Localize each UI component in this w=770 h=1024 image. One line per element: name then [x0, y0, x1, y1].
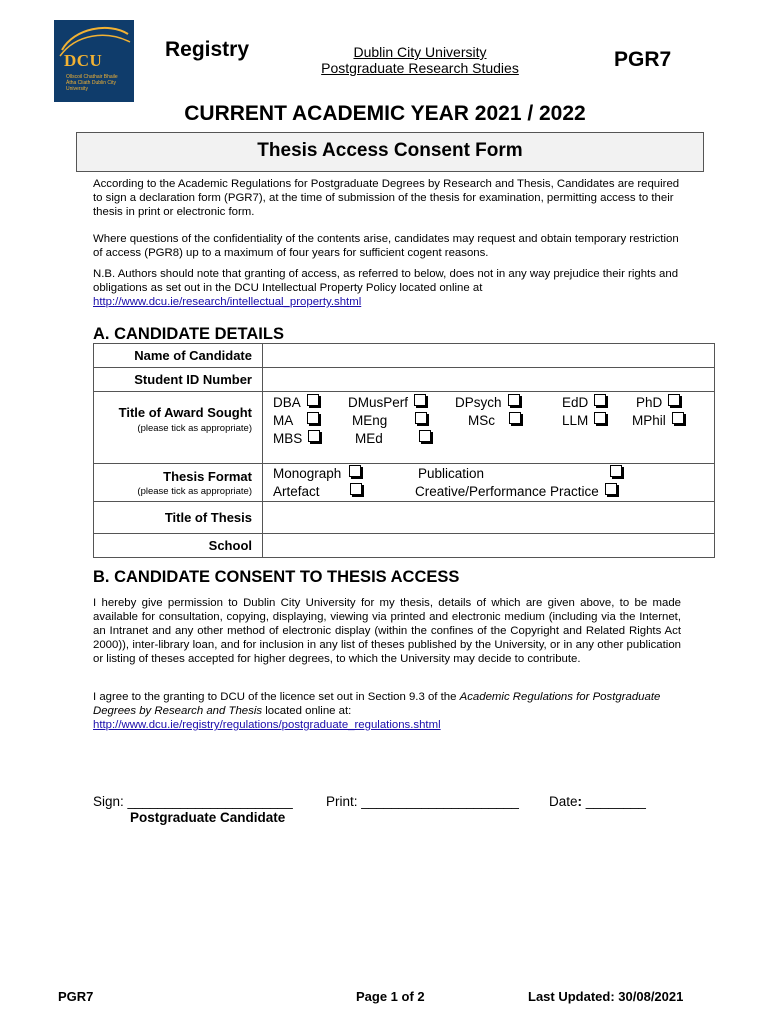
section-b-title: B. CANDIDATE CONSENT TO THESIS ACCESS — [93, 568, 460, 586]
logo-subtitle: Ollscoil Chathair Bhaile Átha Cliath Dublin City University — [66, 74, 118, 92]
thesis-title-field[interactable] — [263, 502, 715, 534]
footer-code: PGR7 — [58, 989, 94, 1004]
format-option-monograph[interactable]: Monograph — [273, 465, 361, 481]
sign-caption: Postgraduate Candidate — [130, 810, 286, 825]
licence-text-end: located online at: — [262, 705, 352, 717]
award-option-med[interactable]: MEd — [355, 430, 431, 446]
name-field[interactable] — [263, 344, 715, 368]
date-field[interactable] — [549, 794, 646, 809]
consent-paragraph: I hereby give permission to Dublin City University for my thesis, details of which are given above, to be made available for consultation, copying, displaying, viewing via printed and electronic medium (including via the Internet, an Intranet and any other method of electronic display (within the confines of the Copyright and Related Rights Act 2000)), inter-library loan, and for inclusion in any list of theses published by the University, or in any other publication or listing of theses accepted for higher degrees, to which the University may decide to contribute. — [93, 597, 681, 665]
checkbox-icon — [349, 465, 361, 477]
checkbox-icon — [508, 394, 520, 406]
checkbox-icon — [668, 394, 680, 406]
checkbox-icon — [672, 412, 684, 424]
intro-paragraph-2: Where questions of the confidentiality of the contents arise, candidates may request and obtain temporary restriction of access (PGR8) up to a maximum of four years for sufficient cogent reasons. — [93, 233, 679, 259]
format-option-publication[interactable]: Publication — [418, 465, 622, 481]
format-option-artefact[interactable]: Artefact — [273, 483, 362, 499]
date-colon: : — [577, 794, 583, 809]
award-label-cell — [94, 392, 263, 464]
ip-policy-link[interactable]: http://www.dcu.ie/research/intellectual_property.shtml — [93, 296, 362, 308]
checkbox-icon — [509, 412, 521, 424]
checkbox-icon — [350, 483, 362, 495]
checkbox-icon — [307, 412, 319, 424]
checkbox-icon — [414, 394, 426, 406]
format-options — [263, 464, 715, 502]
award-label: Title of Award Sought — [118, 405, 252, 420]
checkbox-icon — [610, 465, 622, 477]
checkbox-icon — [307, 394, 319, 406]
school-field[interactable] — [263, 534, 715, 558]
page-number: Page 1 of 2 — [356, 989, 425, 1004]
section-a-title: A. CANDIDATE DETAILS — [93, 325, 284, 343]
student-id-label: Student ID Number — [94, 368, 263, 392]
date-label: Date — [549, 794, 578, 809]
award-option-mbs[interactable]: MBS — [273, 430, 320, 446]
form-title: Thesis Access Consent Form — [76, 132, 704, 172]
print-field[interactable]: Print: _____________________ — [326, 794, 519, 809]
student-id-field[interactable] — [263, 368, 715, 392]
award-option-edd[interactable]: EdD — [562, 394, 606, 410]
school-label: School — [94, 534, 263, 558]
nb-text: N.B. Authors should note that granting of access, as referred to below, does not in any way prejudice their rights and obligations as set out in the DCU Intellectual Property Policy located online at — [93, 268, 679, 294]
university-name: Dublin City University — [353, 44, 487, 60]
logo-text: DCU — [64, 51, 103, 70]
award-option-phd[interactable]: PhD — [636, 394, 680, 410]
checkbox-icon — [415, 412, 427, 424]
name-label: Name of Candidate — [94, 344, 263, 368]
format-option-creative[interactable]: Creative/Performance Practice — [415, 483, 617, 499]
licence-paragraph — [93, 690, 681, 732]
award-option-ma[interactable]: MA — [273, 412, 319, 428]
award-option-llm[interactable]: LLM — [562, 412, 606, 428]
checkbox-icon — [308, 430, 320, 442]
award-option-dmusperf[interactable]: DMusPerf — [348, 394, 426, 410]
award-hint: (please tick as appropriate) — [137, 423, 252, 434]
date-line: ________ — [582, 794, 646, 809]
intro-paragraph-3 — [93, 267, 681, 309]
dcu-logo — [54, 20, 134, 102]
form-code: PGR7 — [614, 48, 672, 71]
regulations-link[interactable]: http://www.dcu.ie/registry/regulations/postgraduate_regulations.shtml — [93, 719, 441, 731]
department-name: Postgraduate Research Studies — [321, 60, 519, 76]
intro-paragraph-1: According to the Academic Regulations for Postgraduate Degrees by Research and Thesis, Candidates are required to sign a declaration form (PGR7), at the time of submission of the thesis for examination, permitting access to their thesis in print or electronic form. — [93, 178, 680, 218]
format-label: Thesis Format — [163, 469, 252, 484]
award-option-dba[interactable]: DBA — [273, 394, 319, 410]
academic-year-title: CURRENT ACADEMIC YEAR 2021 / 2022 — [184, 102, 586, 125]
award-option-dpsych[interactable]: DPsych — [455, 394, 520, 410]
checkbox-icon — [419, 430, 431, 442]
thesis-title-label: Title of Thesis — [94, 502, 263, 534]
regulations-title: Academic Regulations for Postgraduate Degrees by Research and Thesis — [93, 691, 661, 717]
registry-heading: Registry — [165, 38, 250, 61]
checkbox-icon — [594, 394, 606, 406]
format-hint: (please tick as appropriate) — [137, 486, 252, 497]
award-options — [263, 392, 715, 464]
university-block — [300, 44, 540, 76]
last-updated: Last Updated: 30/08/2021 — [528, 989, 684, 1004]
sign-field[interactable]: Sign: ______________________ — [93, 794, 293, 809]
checkbox-icon — [605, 483, 617, 495]
licence-text: I agree to the granting to DCU of the licence set out in Section 9.3 of the — [93, 691, 460, 703]
checkbox-icon — [594, 412, 606, 424]
candidate-details-table — [93, 343, 715, 558]
award-option-meng[interactable]: MEng — [352, 412, 427, 428]
award-option-msc[interactable]: MSc — [468, 412, 521, 428]
award-option-mphil[interactable]: MPhil — [632, 412, 684, 428]
format-label-cell — [94, 464, 263, 502]
